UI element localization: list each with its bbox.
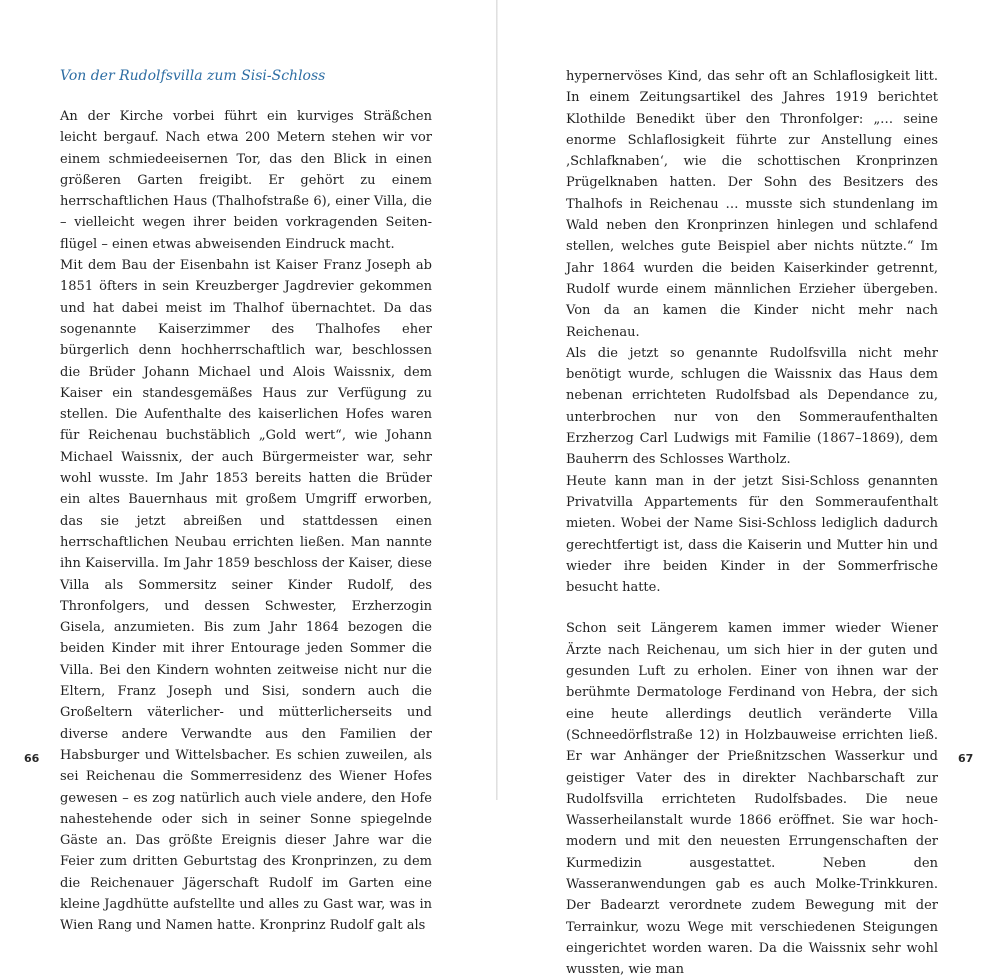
- page-number-right: 67: [958, 752, 974, 765]
- paragraph: An der Kirche vorbei führt ein kurviges Sträßchen leicht bergauf. Nach etwa 200 Metern stehen wir vor einem schmiedeeisernen Tor, das den Blick in einen größeren Garten freigibt. Er gehört zu einem herrschaftlichen Haus (Thalhofstraße 6), einer Villa, die – vielleicht wegen ihrer beiden vorkragenden Seitenflügel – einen etwas abweisenden Eindruck macht.: [60, 109, 432, 252]
- paragraph: Mit dem Bau der Eisenbahn ist Kaiser Franz Joseph ab 1851 öfters in sein Kreuzberger Jagdrevier gekommen und hat dabei meist im Thalhof übernachtet. Da das sogenannte Kaiserzimmer des Thalhofes eher bürgerlich denn hochherrschaftlich war, beschlossen die Brüder Johann Michael und Alois Waissnix, dem Kaiser ein standesgemäßes Haus zur Verfügung zu stellen. Die Aufenthalte des kaiserlichen Hofes waren für Reichenau buchstäblich „Gold wert“, wie Johann Michael Waissnix, der auch Bürgermeister war, sehr wohl wusste. Im Jahr 1853 bereits hatten die Brüder ein altes Bauernhaus mit großem Umgriff erworben, das sie jetzt abreißen und stattdessen einen herrschaftlichen Neubau errichten ließen. Man nannte ihn Kaiservilla. Im Jahr 1859 beschloss der Kaiser, diese Villa als Sommersitz seiner Kinder Rudolf, des Thronfolgers, und dessen Schwester, Erzherzogin Gisela, anzumieten. Bis zum Jahr 1864 bezogen die beiden Kinder mit ihrer Entourage jeden Sommer die Villa. Bei den Kindern wohnten zeitweise nicht nur die Eltern, Franz Joseph und Sisi, sondern auch die Großeltern väterlicher- und mütterlicherseits und diverse andere Verwandte aus den Familien der Habsburger und Wittelsbacher. Es schien zuweilen, als sei Reichenau die Sommerresidenz des Wiener Hofes gewesen – es zog natürlich auch viele andere, den Hofe nahestehende oder sich in seiner Sonne spiegelnde Gäste an. Das größte Ereignis dieser Jahre war die Feier zum dritten Geburtstag des Kronprinzen, zu dem die Reichenauer Jägerschaft Rudolf im Garten eine kleine Jagdhütte aufstellte und alles zu Gast war, was in Wien Rang und Namen hatte. Kronprinz Rudolf galt als: [60, 258, 432, 934]
- left-text-block: [60, 106, 432, 937]
- paragraph: Schon seit Längerem kamen immer wieder Wiener Ärzte nach Reichenau, um sich hier in der guten und gesunden Luft zu erholen. Einer von ihnen war der berühmte Dermatologe Ferdinand von Hebra, der sich eine heute allerdings deutlich veränderte Villa (Schneedörflstraße 12) in Holzbauweise errichten ließ. Er war Anhänger der Prießnitzschen Wasserkur und geistiger Vater des in direkter Nachbarschaft zur Rudolfsvilla errichteten Rudolfsbades. Die neue Wasserheilanstalt wurde 1866 eröffnet. Sie war hochmodern und mit den neuesten Errungenschaften der Kurmedizin ausgestattet. Neben den Wasseranwendungen gab es auch Molke-Trinkkuren. Der Badearzt verordnete zudem Bewegung mit der Terrainkur, wozu Wege mit verschiedenen Steigungen eingerichtet worden waren. Da die Waissnix sehr wohl wussten, wie man: [566, 621, 938, 978]
- chapter-heading: Von der Rudolfsvilla zum Sisi-Schloss: [60, 68, 326, 84]
- right-page: [500, 0, 1000, 978]
- paragraph: Als die jetzt so genannte Rudolfsvilla nicht mehr benötigt wurde, schlugen die Waissnix das Haus dem nebenan errichteten Rudolfsbad als Dependance zu, unterbrochen nur von den Sommeraufenthalten Erzherzog Carl Ludwigs mit Familie (1867–1869), dem Bauherrn des Schlosses Wartholz.: [566, 345, 938, 468]
- paragraph: hypernervöses Kind, das sehr oft an Schlaflosigkeit litt. In einem Zeitungsartikel des Jahres 1919 berichtet Klothilde Benedikt über den Thronfolger: „… seine enorme Schlaflosigkeit führte zur Anstellung eines ‚Schlafknaben‘, wie die schottischen Kronprinzen Prügelknaben hatten. Der Sohn des Besitzers des Thalhofs in Reichenau … musste sich stundenlang im Wald neben den Kronprinzen hinlegen und schlafend stellen, welches gute Beispiel aber nichts nützte.“ Im Jahr 1864 wurden die beiden Kaiserkinder getrennt, Rudolf wurde einem männlichen Erzieher übergeben. Von da an kamen die Kinder nicht mehr nach Reichenau.: [566, 69, 938, 340]
- left-page: [0, 0, 500, 934]
- page-number-left: 66: [24, 752, 40, 765]
- book-gutter: [496, 0, 498, 800]
- paragraph: Heute kann man in der jetzt Sisi-Schloss genannten Privatvilla Appartements für den Sommeraufenthalt mieten. Wobei der Name Sisi-Schloss lediglich dadurch gerechtfertigt ist, dass die Kaiserin und Mutter hin und wieder ihre beiden Kinder in der Sommerfrische besucht hatte.: [566, 473, 938, 596]
- right-text-block: [566, 66, 938, 980]
